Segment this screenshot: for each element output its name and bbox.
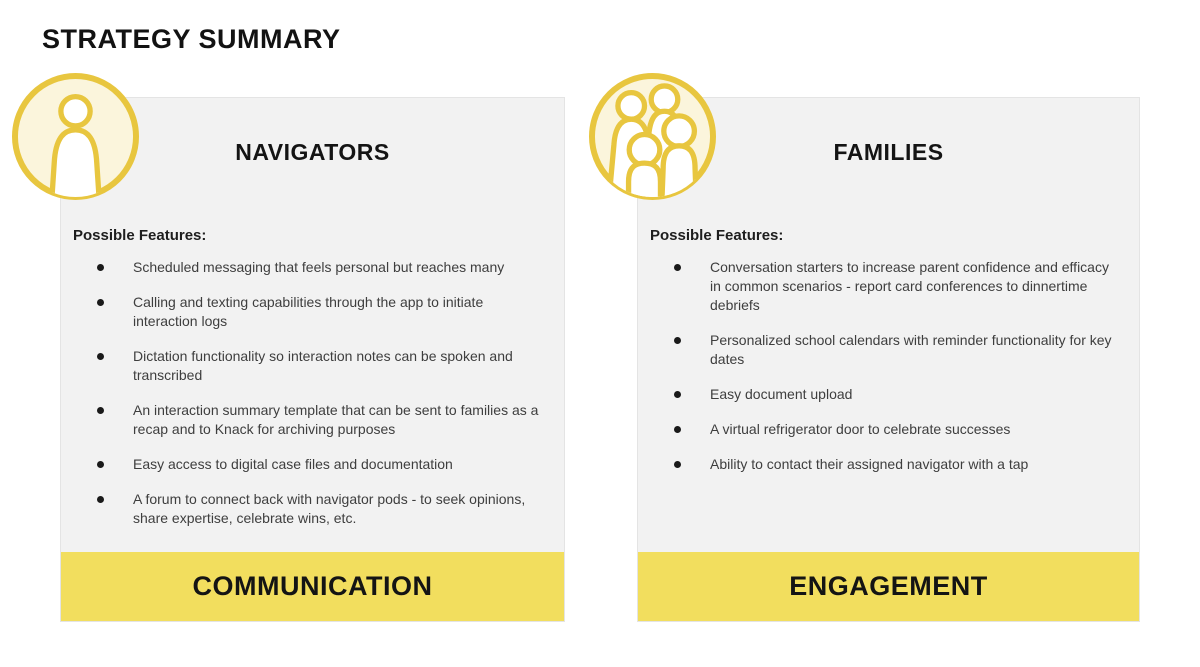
- card-header-navigators: NAVIGATORS: [235, 139, 390, 165]
- feature-bullet: Easy access to digital case files and documentation: [61, 455, 564, 474]
- navigators-card: [60, 97, 565, 622]
- feature-bullet: Personalized school calendars with reminder functionality for key dates: [638, 331, 1139, 369]
- feature-bullet: A virtual refrigerator door to celebrate successes: [638, 420, 1139, 439]
- feature-bullet: Dictation functionality so interaction notes can be spoken and transcribed: [61, 347, 564, 385]
- features-label: Possible Features:: [650, 227, 784, 244]
- page-title: STRATEGY SUMMARY: [42, 24, 341, 54]
- feature-bullet: Ability to contact their assigned navigator with a tap: [638, 455, 1139, 474]
- feature-bullet: Calling and texting capabilities through the app to initiate interaction logs: [61, 293, 564, 331]
- family-icon: [586, 70, 719, 203]
- feature-bullet: A forum to connect back with navigator pods - to seek opinions, share expertise, celebrate wins, etc.: [61, 490, 564, 528]
- engagement-banner: ENGAGEMENT: [638, 552, 1139, 621]
- navigators-feature-list: [61, 258, 564, 544]
- families-feature-list: [638, 258, 1139, 490]
- feature-bullet: An interaction summary template that can be sent to families as a recap and to Knack for archiving purposes: [61, 401, 564, 439]
- families-card: [637, 97, 1140, 622]
- feature-bullet: Scheduled messaging that feels personal but reaches many: [61, 258, 564, 277]
- feature-bullet: Easy document upload: [638, 385, 1139, 404]
- features-label: Possible Features:: [73, 227, 207, 244]
- person-icon: [9, 70, 142, 203]
- feature-bullet: Conversation starters to increase parent confidence and efficacy in common scenarios - report card conferences to dinnertime debriefs: [638, 258, 1139, 315]
- communication-banner: COMMUNICATION: [61, 552, 564, 621]
- card-header-families: FAMILIES: [833, 139, 944, 165]
